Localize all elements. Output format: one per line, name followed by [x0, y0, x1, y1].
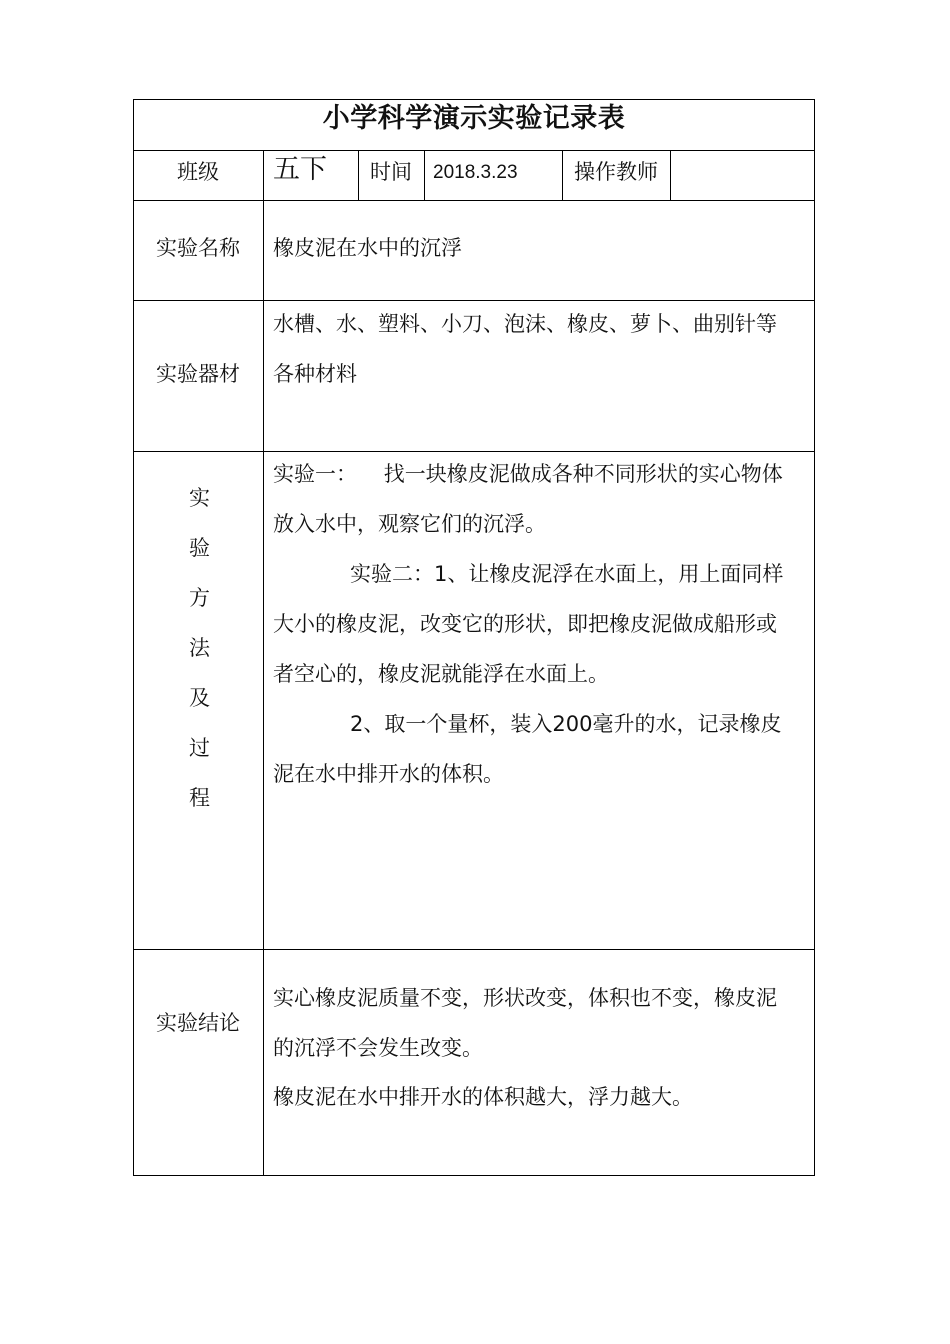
- method-line: 实验一： 找一块橡皮泥做成各种不同形状的实心物体: [273, 462, 783, 486]
- method-label-char: 方: [189, 586, 210, 610]
- method-label-char: 程: [189, 786, 210, 810]
- conclusion-line: 实心橡皮泥质量不变，形状改变，体积也不变，橡皮泥: [273, 986, 777, 1010]
- method-line: 实验二：1、让橡皮泥浮在水面上，用上面同样: [350, 562, 784, 586]
- method-line: 放入水中，观察它们的沉浮。: [273, 512, 546, 536]
- conclusion-line: 的沉浮不会发生改变。: [273, 1036, 483, 1060]
- materials-line: 各种材料: [273, 362, 357, 386]
- page-title: 小学科学演示实验记录表: [322, 103, 626, 134]
- class-value: 五下: [273, 154, 327, 185]
- experiment-name-label: 实验名称: [156, 236, 240, 260]
- conclusion-label: 实验结论: [156, 1011, 240, 1035]
- class-label: 班级: [177, 160, 219, 184]
- column-divider: [424, 150, 425, 200]
- materials-label: 实验器材: [156, 362, 240, 386]
- method-label-char: 实: [189, 486, 210, 510]
- teacher-label: 操作教师: [574, 160, 658, 184]
- row-divider: [133, 949, 815, 950]
- column-divider: [263, 150, 264, 1176]
- method-line: 泥在水中排开水的体积。: [273, 762, 504, 786]
- row-divider: [133, 200, 815, 201]
- experiment-name-value: 橡皮泥在水中的沉浮: [273, 236, 462, 260]
- time-label: 时间: [370, 160, 412, 184]
- conclusion-line: 橡皮泥在水中排开水的体积越大，浮力越大。: [273, 1085, 693, 1109]
- method-label-char: 过: [189, 736, 210, 760]
- method-line: 大小的橡皮泥，改变它的形状，即把橡皮泥做成船形或: [273, 612, 777, 636]
- row-divider: [133, 150, 815, 151]
- method-label-char: 及: [189, 686, 210, 710]
- method-line: 2、取一个量杯，装入200毫升的水，记录橡皮: [350, 712, 782, 736]
- method-label-char: 法: [189, 636, 210, 660]
- method-line: 者空心的，橡皮泥就能浮在水面上。: [273, 662, 609, 686]
- row-divider: [133, 451, 815, 452]
- row-divider: [133, 300, 815, 301]
- method-label-char: 验: [189, 536, 210, 560]
- time-value: 2018.3.23: [433, 162, 518, 183]
- materials-line: 水槽、水、塑料、小刀、泡沫、橡皮、萝卜、曲别针等: [273, 312, 777, 336]
- column-divider: [670, 150, 671, 200]
